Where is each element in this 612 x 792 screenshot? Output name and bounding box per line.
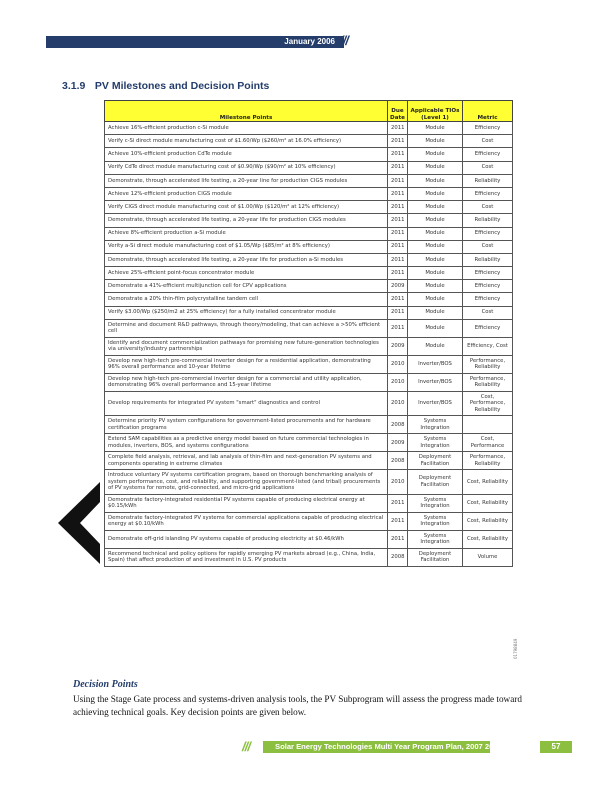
metric-cell: Cost [463,240,513,253]
tio-cell: Module [408,201,463,214]
milestone-cell: Demonstrate a 41%-efficient multijunction cell for CPV applications [105,280,388,293]
footer-slash-decoration: /// [242,739,250,754]
due-date-cell: 2010 [388,355,408,373]
tio-cell: Systems Integration [408,512,463,530]
tio-cell: Deployment Facilitation [408,452,463,470]
table-row [105,227,513,240]
milestone-cell: Develop new high-tech pre-commercial inverter design for a residential application, demonstrating 96% overall performance and 10-year lifetime [105,355,388,373]
metric-cell: Performance, Reliability [463,355,513,373]
due-date-cell: 2011 [388,161,408,174]
tio-cell: Module [408,293,463,306]
metric-cell: Cost, Performance [463,434,513,452]
due-date-cell: 2011 [388,148,408,161]
chevron-left-icon [58,482,100,564]
due-date-cell: 2010 [388,470,408,495]
milestone-cell: Recommend technical and policy options for rapidly emerging PV markets abroad (e.g., China, India, Spain) that affect production of and investment in U.S. PV products [105,548,388,566]
metric-cell: Efficiency [463,293,513,306]
due-date-cell: 2011 [388,253,408,266]
tio-cell: Inverter/BOS [408,355,463,373]
table-row [105,434,513,452]
due-date-cell: 2011 [388,201,408,214]
metric-cell: Efficiency [463,227,513,240]
tio-cell: Inverter/BOS [408,391,463,416]
milestone-cell: Extend SAM capabilities as a predictive energy model based on future commercial technologies in modules, inverters, BOS, and systems configurations [105,434,388,452]
milestone-cell: Verify c-Si direct module manufacturing cost of $1.60/Wp ($260/m² at 16.0% efficiency) [105,135,388,148]
due-date-cell: 2010 [388,373,408,391]
milestone-cell: Achieve 25%-efficient point-focus concentrator module [105,267,388,280]
tio-cell: Module [408,267,463,280]
milestone-cell: Verify $3.00/Wp ($250/m2 at 25% efficiency) for a fully installed concentrator module [105,306,388,319]
figure-code: 01798849 [513,638,518,660]
column-header-metric: Metric [463,101,513,122]
milestone-cell: Demonstrate factory-integrated residential PV systems capable of producing electrical energy at $0.15/kWh [105,494,388,512]
table-row [105,470,513,495]
milestone-cell: Introduce voluntary PV systems certification program, based on thorough benchmarking analysis of system performance, cost, and reliability, and supporting government-listed (and tribal) procurements of PV systems for remote, grid-connected, and micro-grid applications [105,470,388,495]
table-row [105,373,513,391]
metric-cell: Cost, Performance, Reliability [463,391,513,416]
due-date-cell: 2009 [388,280,408,293]
due-date-cell: 2011 [388,214,408,227]
header-slash-decoration: /// [340,33,348,48]
metric-cell: Performance, Reliability [463,452,513,470]
metric-cell: Efficiency [463,122,513,135]
metric-cell: Performance, Reliability [463,373,513,391]
table-row [105,240,513,253]
table-row [105,494,513,512]
tio-cell: Module [408,122,463,135]
tio-cell: Module [408,214,463,227]
table-row [105,161,513,174]
metric-cell: Efficiency [463,319,513,337]
metric-cell [463,416,513,434]
due-date-cell: 2011 [388,240,408,253]
table-row [105,416,513,434]
tio-cell: Systems Integration [408,494,463,512]
due-date-cell: 2011 [388,494,408,512]
metric-cell: Efficiency [463,148,513,161]
metric-cell: Efficiency [463,280,513,293]
metric-cell: Efficiency [463,187,513,200]
tio-cell: Module [408,253,463,266]
due-date-cell: 2011 [388,227,408,240]
tio-cell: Module [408,306,463,319]
tio-cell: Module [408,319,463,337]
page-number: 57 [551,742,561,751]
table-row [105,174,513,187]
due-date-cell: 2008 [388,416,408,434]
table-row [105,355,513,373]
tio-cell: Deployment Facilitation [408,470,463,495]
milestone-cell: Complete field analysis, retrieval, and lab analysis of thin-film and next-generation PV systems and components operating in extreme climates [105,452,388,470]
milestones-table [104,100,513,567]
milestone-cell: Achieve 10%-efficient production CdTe module [105,148,388,161]
milestones-table-body [105,122,513,567]
table-row [105,512,513,530]
tio-cell: Module [408,240,463,253]
metric-cell: Efficiency, Cost [463,337,513,355]
table-row [105,267,513,280]
tio-cell: Systems Integration [408,434,463,452]
due-date-cell: 2011 [388,122,408,135]
metric-cell: Cost, Reliability [463,470,513,495]
table-row [105,293,513,306]
milestone-cell: Demonstrate, through accelerated life testing, a 20-year line for production CIGS modules [105,174,388,187]
due-date-cell: 2009 [388,434,408,452]
metric-cell: Efficiency [463,267,513,280]
tio-cell: Module [408,337,463,355]
header-date: January 2006 [284,37,335,46]
due-date-cell: 2011 [388,293,408,306]
milestone-cell: Identify and document commercialization pathways for promising new future-generation technologies via university/industry partnerships [105,337,388,355]
metric-cell: Cost, Reliability [463,512,513,530]
table-row [105,122,513,135]
metric-cell: Cost [463,201,513,214]
table-row [105,253,513,266]
section-title: PV Milestones and Decision Points [94,80,270,92]
metric-cell: Cost [463,161,513,174]
milestone-cell: Achieve 16%-efficient production c-Si module [105,122,388,135]
due-date-cell: 2011 [388,512,408,530]
milestone-cell: Demonstrate, through accelerated life testing, a 20-year life for production a-Si modules [105,253,388,266]
tio-cell: Systems Integration [408,530,463,548]
milestone-cell: Demonstrate off-grid islanding PV systems capable of producing electricity at $0.46/kWh [105,530,388,548]
tio-cell: Module [408,135,463,148]
due-date-cell: 2011 [388,306,408,319]
milestone-cell: Demonstrate, through accelerated life testing, a 20-year life for production CIGS modules [105,214,388,227]
milestone-cell: Verify CIGS direct module manufacturing cost of $1.00/Wp ($120/m² at 12% efficiency) [105,201,388,214]
table-row [105,135,513,148]
column-header-due-date: Due Date [388,101,408,122]
table-row [105,319,513,337]
table-row [105,337,513,355]
metric-cell: Cost [463,135,513,148]
due-date-cell: 2011 [388,267,408,280]
table-header-row [105,101,513,122]
milestone-cell: Demonstrate a 20% thin-film polycrystalline tandem cell [105,293,388,306]
tio-cell: Module [408,174,463,187]
table-row [105,148,513,161]
due-date-cell: 2009 [388,337,408,355]
decision-points-heading: Decision Points [73,679,138,690]
table-row [105,187,513,200]
tio-cell: Deployment Facilitation [408,548,463,566]
milestone-cell: Demonstrate factory-integrated PV systems for commercial applications capable of producing electrical energy at $0.10/kWh [105,512,388,530]
milestone-cell: Develop requirements for integrated PV system "smart" diagnostics and control [105,391,388,416]
due-date-cell: 2011 [388,530,408,548]
metric-cell: Cost, Reliability [463,530,513,548]
tio-cell: Systems Integration [408,416,463,434]
table-row [105,391,513,416]
section-number: 3.1.9 [62,80,86,92]
milestone-cell: Develop new high-tech pre-commercial inverter design for a commercial and utility application, demonstrating 96% overall performance and 15-year lifetime [105,373,388,391]
table-row [105,280,513,293]
tio-cell: Module [408,227,463,240]
milestone-cell: Determine priority PV system configurations for government-listed procurements and for hardware certification programs [105,416,388,434]
due-date-cell: 2011 [388,319,408,337]
metric-cell: Reliability [463,214,513,227]
tio-cell: Module [408,148,463,161]
due-date-cell: 2011 [388,174,408,187]
table-row [105,530,513,548]
due-date-cell: 2008 [388,548,408,566]
due-date-cell: 2011 [388,187,408,200]
metric-cell: Reliability [463,174,513,187]
milestone-cell: Verify CdTe direct module manufacturing cost of $0.90/Wp ($90/m² at 10% efficiency) [105,161,388,174]
section-heading [62,80,269,92]
table-row [105,548,513,566]
milestone-cell: Achieve 12%-efficient production CIGS module [105,187,388,200]
column-header-tios: Applicable TIOs (Level 1) [408,101,463,122]
milestone-cell: Verity a-Si direct module manufacturing cost of $1.05/Wp ($85/m² at 8% efficiency) [105,240,388,253]
tio-cell: Module [408,161,463,174]
tio-cell: Inverter/BOS [408,373,463,391]
due-date-cell: 2011 [388,135,408,148]
table-row [105,201,513,214]
metric-cell: Volume [463,548,513,566]
milestone-cell: Achieve 8%-efficient production a-Si module [105,227,388,240]
table-row [105,214,513,227]
footer-document-title: Solar Energy Technologies Multi Year Program Plan, 2007 2011 [275,742,502,751]
decision-points-paragraph: Using the Stage Gate process and systems-driven analysis tools, the PV Subprogram will assess the progress made toward achieving technical goals. Key decision points are given below. [73,694,522,717]
metric-cell: Reliability [463,253,513,266]
tio-cell: Module [408,280,463,293]
milestones-table-container [104,100,512,567]
metric-cell: Cost, Reliability [463,494,513,512]
due-date-cell: 2010 [388,391,408,416]
column-header-milestone: Milestone Points [105,101,388,122]
due-date-cell: 2008 [388,452,408,470]
metric-cell: Cost [463,306,513,319]
milestone-cell: Determine and document R&D pathways, through theory/modeling, that can achieve a >50% efficient cell [105,319,388,337]
tio-cell: Module [408,187,463,200]
table-row [105,452,513,470]
table-row [105,306,513,319]
